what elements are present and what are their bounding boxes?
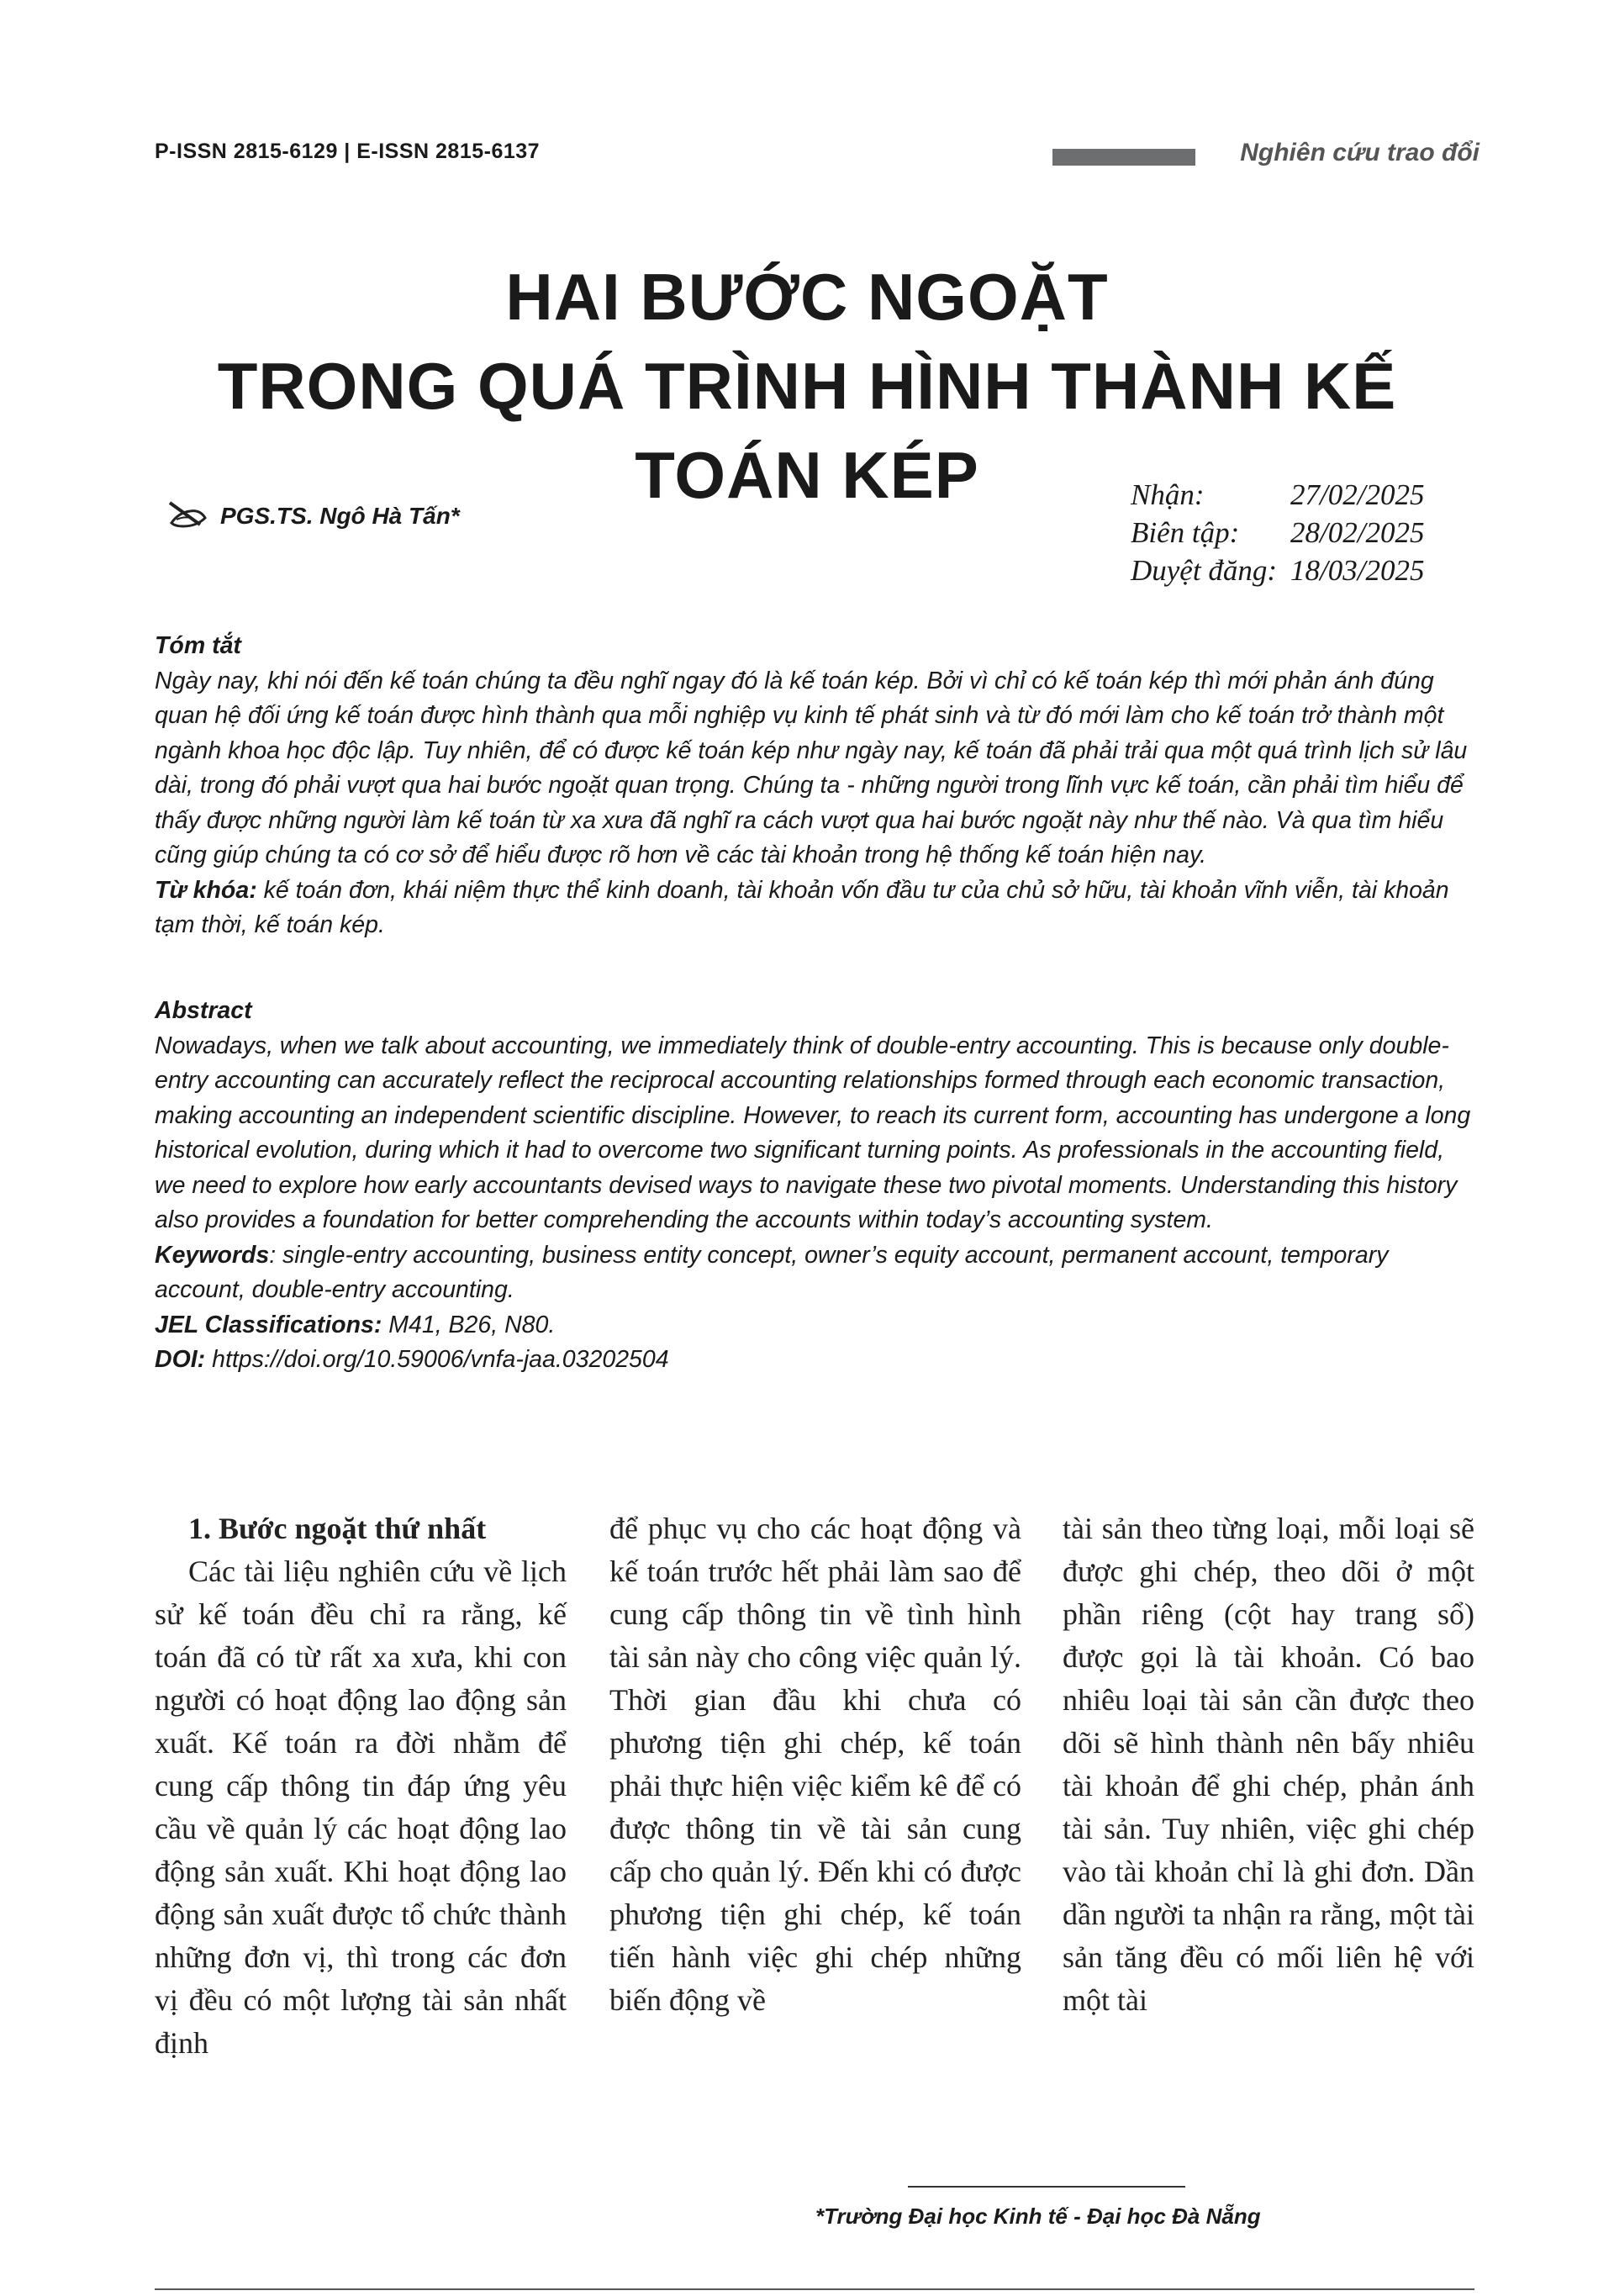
author-name: PGS.TS. Ngô Hà Tấn* xyxy=(220,503,460,529)
date-label: Biên tập: xyxy=(1131,516,1240,549)
keywords-label: Keywords xyxy=(155,1241,270,1269)
section-heading: 1. Bước ngoặt thứ nhất xyxy=(188,1512,487,1545)
title-line-2: TRONG QUÁ TRÌNH HÌNH THÀNH KẾ TOÁN KÉP xyxy=(217,349,1397,512)
doi-label: DOI: xyxy=(155,1346,206,1373)
jel-codes: M41, B26, N80. xyxy=(382,1311,556,1338)
body-paragraph: Các tài liệu nghiên cứu về lịch sử kế toán đều chỉ ra rằng, kế toán đã có từ rất xa xưa, khi con người có hoạt động lao động sản xuất. Kế toán ra đời nhằm để cung cấp thông tin đáp ứng yêu cầu về quản lý các hoạt động lao động sản xuất. Khi hoạt động lao động sản xuất được tổ chức thành những đơn vị, thì trong các đơn vị đều có một lượng tài sản nhất định xyxy=(155,1554,567,2060)
date-received xyxy=(1131,476,1424,514)
body-column-2: để phục vụ cho các hoạt động và kế toán trước hết phải làm sao để cung cấp thông tin về tình hình tài sản này cho công việc quản lý. Thời gian đầu khi chưa có phương tiện ghi chép, kế toán phải thực hiện việc kiểm kê để có được thông tin về tài sản cung cấp cho quản lý. Đến khi có được phương tiện ghi chép, kế toán tiến hành việc ghi chép những biến động về xyxy=(609,1512,1021,2017)
summary-keywords xyxy=(155,874,1474,943)
header-accent-bar xyxy=(1052,149,1195,166)
title-line-1: HAI BƯỚC NGOẶT xyxy=(505,260,1109,334)
footnote-rule xyxy=(908,2186,1185,2188)
submission-dates xyxy=(1131,476,1424,589)
abstract-heading: Abstract xyxy=(155,997,252,1024)
date-label: Nhận: xyxy=(1131,478,1205,511)
summary-heading: Tóm tắt xyxy=(155,632,241,659)
date-value: 27/02/2025 xyxy=(1290,478,1425,511)
abstract-block xyxy=(155,994,1474,1378)
doi-line xyxy=(155,1343,1474,1378)
abstract-text: Nowadays, when we talk about accounting, we immediately think of double-entry accounting. This is because only double-entry accounting can accurately reflect the reciprocal accounting relationships formed through each economic transaction, making accounting an independent scientific discipline. However, to reach its current form, accounting has undergone a long historical evolution, during which it had to overcome two significant turning points. As professionals in the accounting field, we need to explore how early accountants devised ways to navigate these two pivotal moments. Understanding this history also provides a foundation for better comprehending the accounts within today’s accounting system. xyxy=(155,1032,1471,1233)
keywords-text: kế toán đơn, khái niệm thực thể kinh doanh, tài khoản vốn đầu tư của chủ sở hữu, tài khoản vĩnh viễn, tài khoản tạm thời, kế toán kép. xyxy=(155,876,1449,938)
abstract-keywords xyxy=(155,1238,1474,1308)
date-value: 18/03/2025 xyxy=(1290,554,1425,587)
date-accepted xyxy=(1131,552,1424,589)
doi-link[interactable]: https://doi.org/10.59006/vnfa-jaa.03202504 xyxy=(205,1346,669,1373)
jel-label: JEL Classifications: xyxy=(155,1311,382,1338)
date-value: 28/02/2025 xyxy=(1290,516,1425,549)
summary-block xyxy=(155,629,1474,943)
author-affiliation-footnote: *Trường Đại học Kinh tế - Đại học Đà Nẵng xyxy=(815,2204,1261,2229)
body-column-3: tài sản theo từng loại, mỗi loại sẽ được ghi chép, theo dõi ở một phần riêng (cột hay trang sổ) được gọi là tài khoản. Có bao nhiêu loại tài sản cần được theo dõi sẽ hình thành nên bấy nhiêu tài khoản để ghi chép, phản ánh tài sản. Tuy nhiên, việc ghi chép vào tài khoản chỉ là ghi đơn. Dần dần người ta nhận ra rằng, một tài sản tăng đều có mối liên hệ với một tài xyxy=(1063,1512,1474,2017)
keywords-label: Từ khóa: xyxy=(155,876,257,904)
body-column-1 xyxy=(155,1507,567,2065)
pen-author-icon xyxy=(166,498,210,531)
section-label: Nghiên cứu trao đổi xyxy=(1240,139,1480,166)
keywords-text: : single-entry accounting, business entity concept, owner’s equity account, permanent account, temporary account, double-entry accounting. xyxy=(155,1241,1389,1303)
summary-text: Ngày nay, khi nói đến kế toán chúng ta đều nghĩ ngay đó là kế toán kép. Bởi vì chỉ có kế toán kép thì mới phản ánh đúng quan hệ đối ứng kế toán được hình thành qua mỗi nghiệp vụ kinh tế phát sinh và từ đó mới làm cho kế toán trở thành một ngành khoa học độc lập. Tuy nhiên, để có được kế toán kép như ngày nay, kế toán đã phải trải qua một quá trình lịch sử lâu dài, trong đó phải vượt qua hai bước ngoặt quan trọng. Chúng ta - những người trong lĩnh vực kế toán, cần phải tìm hiểu để thấy được những người làm kế toán từ xa xưa đã nghĩ ra cách vượt qua hai bước ngoặt này như thế nào. Và qua tìm hiểu cũng giúp chúng ta có cơ sở để hiểu được rõ hơn về các tài khoản trong hệ thống kế toán hiện nay. xyxy=(155,667,1468,868)
footer-rule xyxy=(155,2288,1474,2290)
jel-classification xyxy=(155,1308,1474,1343)
issn-header: P-ISSN 2815-6129 | E-ISSN 2815-6137 xyxy=(155,140,541,163)
date-label: Duyệt đăng: xyxy=(1131,554,1277,587)
date-edited xyxy=(1131,514,1424,552)
